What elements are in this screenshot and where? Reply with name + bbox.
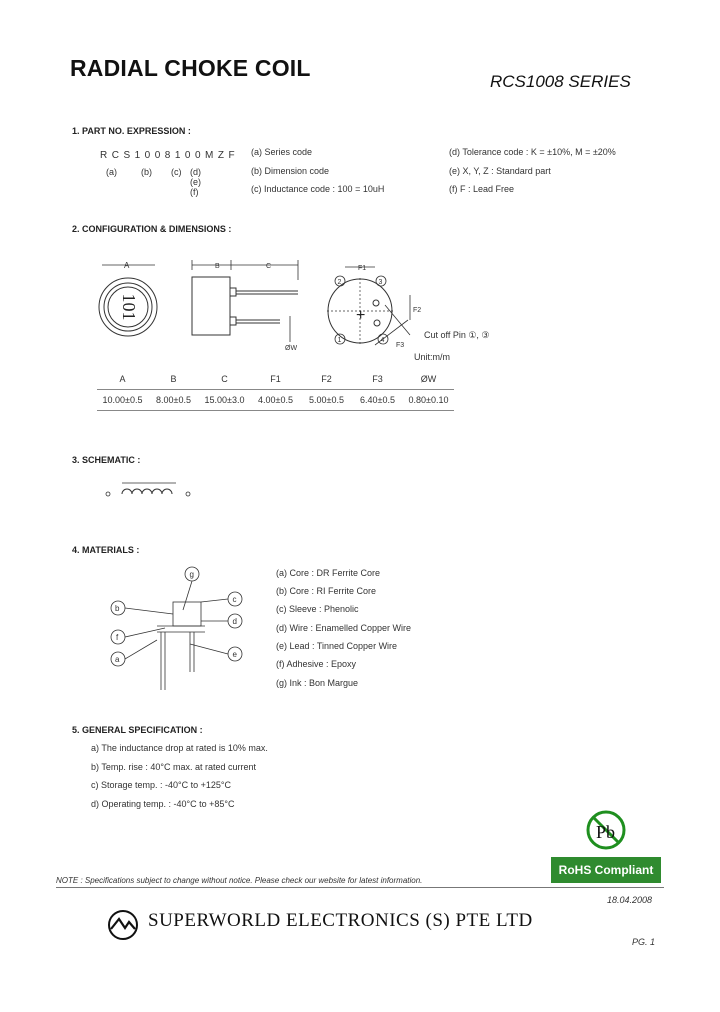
material-item: (e) Lead : Tinned Copper Wire bbox=[276, 641, 398, 651]
material-item: (a) Core : DR Ferrite Core bbox=[276, 568, 381, 578]
dimension-table bbox=[97, 369, 454, 411]
dimension-drawing bbox=[90, 250, 530, 370]
code-letter-c: (c) bbox=[171, 167, 182, 177]
material-item: (g) Ink : Bon Margue bbox=[276, 678, 359, 688]
dim-value: 6.40±0.5 bbox=[352, 390, 403, 411]
dim-value: 8.00±0.5 bbox=[148, 390, 199, 411]
callout-b: b bbox=[115, 604, 120, 613]
section-schematic-heading: 3. SCHEMATIC : bbox=[72, 455, 141, 465]
footer-divider bbox=[56, 887, 664, 888]
pin2-label: 2 bbox=[337, 279, 342, 286]
footer-date: 18.04.2008 bbox=[607, 895, 653, 905]
dim-header: F2 bbox=[301, 369, 352, 390]
schematic-inductor-symbol bbox=[100, 480, 200, 505]
code-letter-b: (b) bbox=[141, 167, 152, 177]
company-logo-icon bbox=[106, 908, 140, 942]
section-configuration-heading: 2. CONFIGURATION & DIMENSIONS : bbox=[72, 224, 232, 234]
dim-value: 4.00±0.5 bbox=[250, 390, 301, 411]
material-item: (f) Adhesive : Epoxy bbox=[276, 659, 357, 669]
footer-note: NOTE : Specifications subject to change without notice. Please check our website for latest information. bbox=[56, 876, 423, 885]
dim-header: ØW bbox=[403, 369, 454, 390]
spec-item: d) Operating temp. : -40°C to +85°C bbox=[91, 799, 235, 809]
label-f1: F1 bbox=[358, 265, 367, 272]
pin4-label: 4 bbox=[380, 337, 385, 344]
code-letter-def: (d)(e)(f) bbox=[190, 167, 201, 197]
label-b: B bbox=[215, 263, 220, 270]
dim-value: 5.00±0.5 bbox=[301, 390, 352, 411]
page-title: RADIAL CHOKE COIL bbox=[70, 55, 311, 81]
spec-item: b) Temp. rise : 40°C max. at rated current bbox=[91, 762, 256, 772]
materials-drawing bbox=[105, 562, 255, 697]
label-f2: F2 bbox=[413, 307, 422, 314]
dim-header: B bbox=[148, 369, 199, 390]
cut-off-pin-label: Cut off Pin ①, ③ bbox=[424, 330, 490, 340]
section-part-no-heading: 1. PART NO. EXPRESSION : bbox=[72, 126, 191, 136]
callout-d: d bbox=[232, 617, 237, 626]
material-item: (b) Core : RI Ferrite Core bbox=[276, 586, 377, 596]
section-materials-heading: 4. MATERIALS : bbox=[72, 545, 140, 555]
spec-item: c) Storage temp. : -40°C to +125°C bbox=[91, 780, 232, 790]
unit-label: Unit:m/m bbox=[414, 352, 450, 362]
pb-free-icon bbox=[584, 808, 628, 852]
dim-header: F3 bbox=[352, 369, 403, 390]
callout-f: f bbox=[116, 633, 119, 642]
callout-e: e bbox=[232, 650, 237, 659]
coil-marking: 101 bbox=[119, 293, 139, 321]
page-number: PG. 1 bbox=[632, 937, 656, 947]
callout-g: g bbox=[189, 570, 194, 579]
part-right-item: (f) F : Lead Free bbox=[449, 184, 515, 194]
material-item: (c) Sleeve : Phenolic bbox=[276, 604, 359, 614]
material-item: (d) Wire : Enamelled Copper Wire bbox=[276, 623, 412, 633]
part-left-item: (b) Dimension code bbox=[251, 166, 330, 176]
part-right-item: (d) Tolerance code : K = ±10%, M = ±20% bbox=[449, 147, 616, 157]
dim-header: A bbox=[97, 369, 148, 390]
callout-a: a bbox=[115, 655, 120, 664]
pin3-label: 3 bbox=[378, 279, 383, 286]
spec-item: a) The inductance drop at rated is 10% max. bbox=[91, 743, 268, 753]
dim-header: C bbox=[199, 369, 250, 390]
section-general-spec-heading: 5. GENERAL SPECIFICATION : bbox=[72, 725, 203, 735]
plus-sign: + bbox=[356, 307, 366, 324]
label-c: C bbox=[266, 263, 272, 270]
part-left-item: (a) Series code bbox=[251, 147, 313, 157]
label-f3: F3 bbox=[396, 342, 405, 349]
dim-value: 0.80±0.10 bbox=[403, 390, 454, 411]
label-a: A bbox=[124, 261, 130, 270]
dim-header: F1 bbox=[250, 369, 301, 390]
series-name: RCS1008 SERIES bbox=[490, 72, 631, 91]
dim-value: 10.00±0.5 bbox=[97, 390, 148, 411]
callout-c: c bbox=[232, 595, 237, 604]
part-code: RCS1008100MZF bbox=[100, 150, 240, 161]
pb-symbol: Pb bbox=[596, 822, 616, 842]
side-view bbox=[192, 260, 298, 342]
label-w: ØW bbox=[285, 345, 298, 352]
code-letter-a: (a) bbox=[106, 167, 117, 177]
company-name: SUPERWORLD ELECTRONICS (S) PTE LTD bbox=[148, 910, 533, 931]
part-left-item: (c) Inductance code : 100 = 10uH bbox=[251, 184, 385, 194]
pin1-label: 1 bbox=[337, 337, 342, 344]
rohs-badge: RoHS Compliant bbox=[551, 857, 661, 883]
dim-value: 15.00±3.0 bbox=[199, 390, 250, 411]
part-right-item: (e) X, Y, Z : Standard part bbox=[449, 166, 551, 176]
